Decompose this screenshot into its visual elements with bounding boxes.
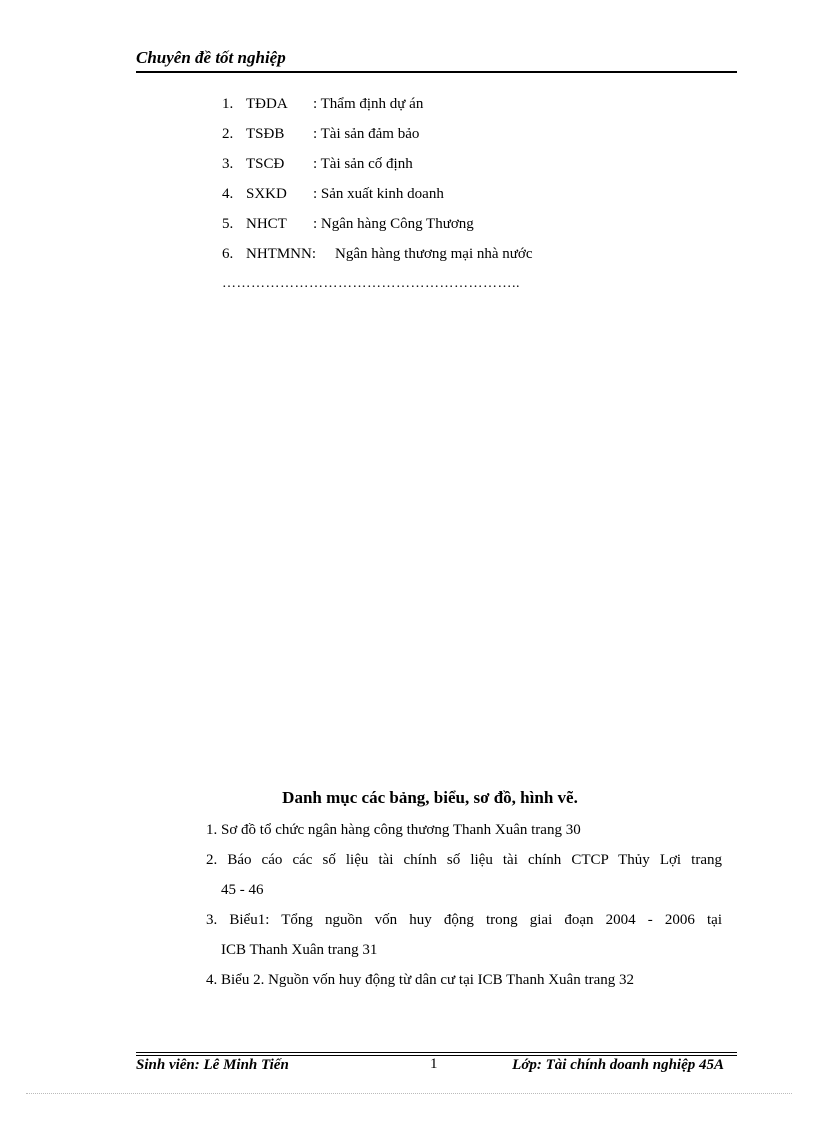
toc-item-line: 3. Biểu1: Tổng nguồn vốn huy động trong giai đoạn 2004 - 2006 tại: [206, 912, 722, 928]
abbreviation-code: NHCT: [246, 216, 287, 232]
toc-item-line-cont: ICB Thanh Xuân trang 31: [221, 942, 378, 958]
abbreviation-definition: : Tài sản cố định: [313, 156, 413, 172]
abbreviation-definition: : Tài sản đảm bảo: [313, 126, 420, 142]
item-number: 6.: [222, 246, 234, 262]
page-bottom-border: [26, 1093, 792, 1094]
abbreviation-code: NHTMNN:: [246, 246, 316, 262]
item-number: 3.: [222, 156, 234, 172]
footer-student: Sinh viên: Lê Minh Tiến: [136, 1057, 289, 1073]
header-rule: [136, 71, 737, 73]
item-number: 2.: [222, 126, 234, 142]
ellipsis-dots: ……………………………………………………..: [222, 276, 520, 291]
abbreviation-definition: : Thẩm định dự án: [313, 96, 424, 112]
abbreviation-definition: : Sản xuất kinh doanh: [313, 186, 444, 202]
abbreviation-code: TSCĐ: [246, 156, 285, 172]
item-number: 4.: [222, 186, 234, 202]
abbreviation-definition: Ngân hàng thương mại nhà nước: [335, 246, 533, 262]
item-number: 5.: [222, 216, 234, 232]
abbreviation-code: SXKD: [246, 186, 287, 202]
item-number: 1.: [222, 96, 234, 112]
abbreviation-code: TĐDA: [246, 96, 288, 112]
page-header-title: Chuyên đề tốt nghiệp: [136, 48, 286, 67]
toc-item-line: 1. Sơ đồ tổ chức ngân hàng công thương Thanh Xuân trang 30: [206, 822, 581, 838]
toc-item-line: 2. Báo cáo các số liệu tài chính số liệu tài chính CTCP Thủy Lợi trang: [206, 852, 722, 868]
section-title: Danh mục các bảng, biểu, sơ đồ, hình vẽ.: [282, 788, 578, 807]
footer-class: Lớp: Tài chính doanh nghiệp 45A: [512, 1057, 724, 1073]
toc-item-line: 4. Biểu 2. Nguồn vốn huy động từ dân cư tại ICB Thanh Xuân trang 32: [206, 972, 635, 988]
footer-rule: [136, 1052, 737, 1053]
toc-item-line-cont: 45 - 46: [221, 882, 264, 898]
abbreviation-code: TSĐB: [246, 126, 285, 142]
page-number: 1: [430, 1056, 438, 1072]
abbreviation-definition: : Ngân hàng Công Thương: [313, 216, 474, 232]
